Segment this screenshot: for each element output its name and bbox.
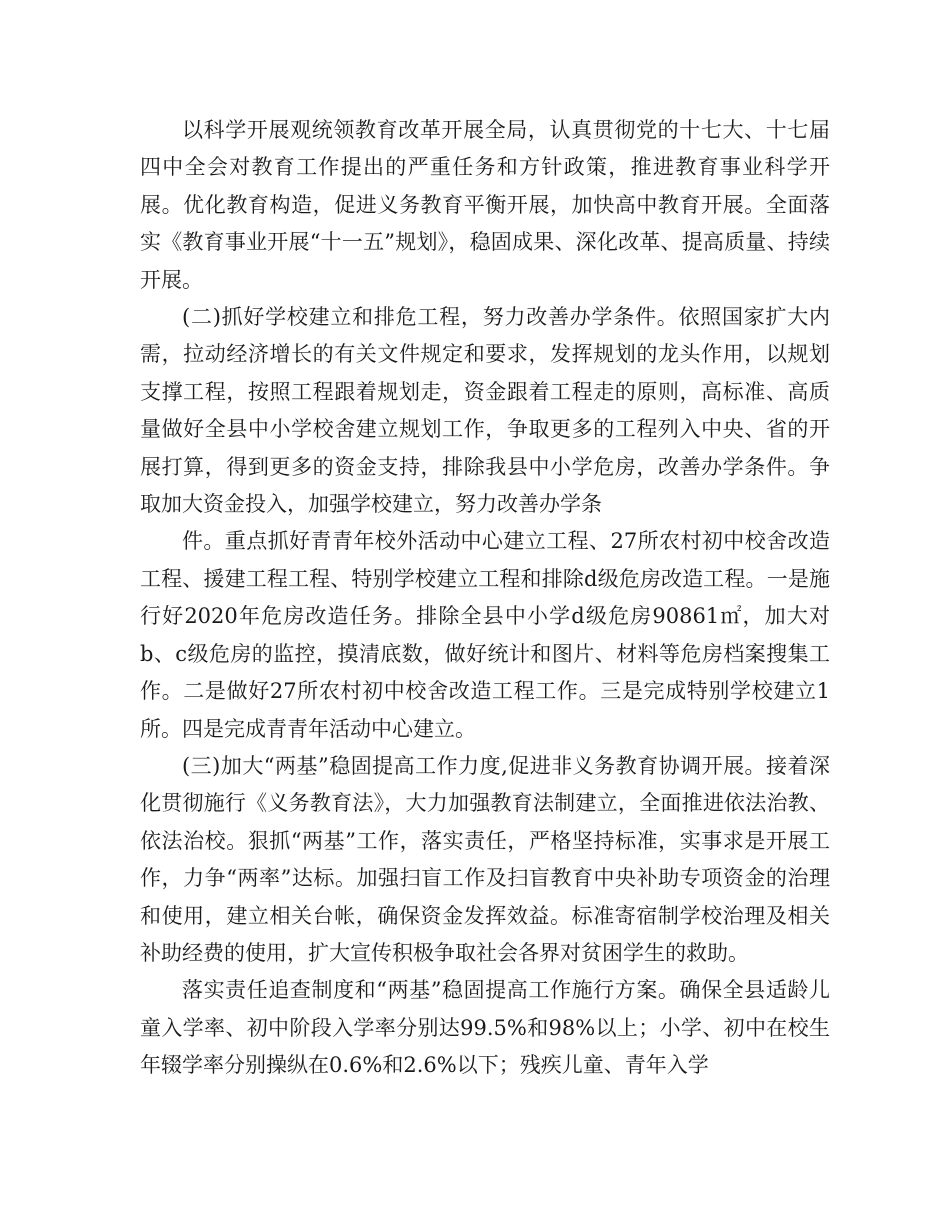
paragraph: 以科学开展观统领教育改革开展全局，认真贯彻党的十七大、十七届四中全会对教育工作提出的严重任务和方针政策，推进教育事业科学开展。优化教育构造，促进义务教育平衡开展，加快高中教育开展。全面落实《教育事业开展“十一五”规划》，稳固成果、深化改革、提高质量、持续开展。 xyxy=(140,118,830,292)
paragraph: 件。重点抓好青青年校外活动中心建立工程、27所农村初中校舍改造工程、援建工程工程、特别学校建立工程和排除d级危房改造工程。一是施行好2020年危房改造任务。排除全县中小学d级危房90861㎡，加大对b、c级危房的监控，摸清底数，做好统计和图片、材料等危房档案搜集工作。二是做好27所农村初中校舍改造工程工作。三是完成特别学校建立1所。四是完成青青年活动中心建立。 xyxy=(140,529,830,741)
document-body xyxy=(140,112,830,1085)
paragraph: 落实责任追查制度和“两基”稳固提高工作施行方案。确保全县适龄儿童入学率、初中阶段入学率分别达99.5%和98%以上；小学、初中在校生年辍学率分别操纵在0.6%和2.6%以下；残疾儿童、青年入学 xyxy=(140,978,830,1078)
paragraph: (二)抓好学校建立和排危工程，努力改善办学条件。依照国家扩大内需，拉动经济增长的有关文件规定和要求，发挥规划的龙头作用，以规划支撑工程，按照工程跟着规划走，资金跟着工程走的原则，高标准、高质量做好全县中小学校舍建立规划工作，争取更多的工程列入中央、省的开展打算，得到更多的资金支持，排除我县中小学危房，改善办学条件。争取加大资金投入，加强学校建立，努力改善办学条 xyxy=(140,305,830,517)
paragraph: (三)加大“两基”稳固提高工作力度,促进非义务教育协调开展。接着深化贯彻施行《义务教育法》，大力加强教育法制建立，全面推进依法治教、依法治校。狠抓“两基”工作，落实责任，严格坚持标准，实事求是开展工作，力争“两率”达标。加强扫盲工作及扫盲教育中央补助专项资金的治理和使用，建立相关台帐，确保资金发挥效益。标准寄宿制学校治理及相关补助经费的使用，扩大宣传积极争取社会各界对贫困学生的救助。 xyxy=(140,753,830,965)
